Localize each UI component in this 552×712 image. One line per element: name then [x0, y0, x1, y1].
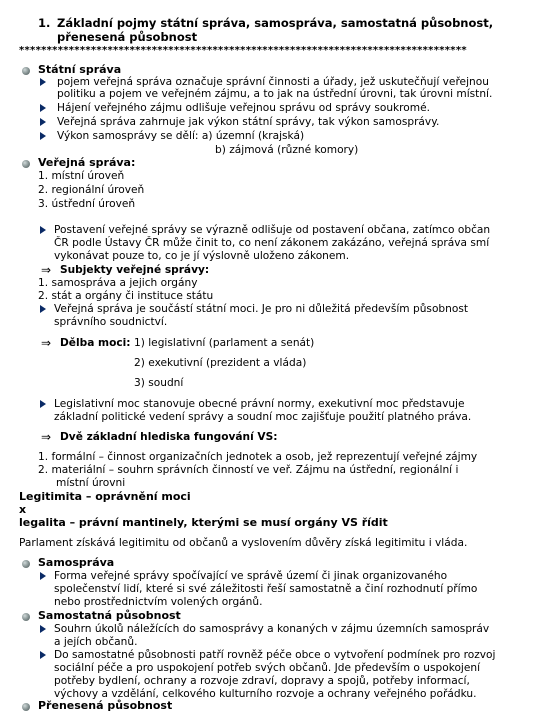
list-item: 2) exekutivní (prezident a vláda)	[134, 357, 307, 369]
arrow-bullet-icon	[40, 651, 45, 659]
list-item: 2. stát a orgány či instituce státu	[38, 290, 214, 302]
list-item: 2. materiální – souhrn správních činností ve veř. Zájmu na ústřední, regionální i	[38, 464, 459, 476]
arrow-bullet-icon	[40, 132, 45, 140]
list-item: 1) legislativní (parlament a senát)	[134, 337, 315, 349]
paragraph-line: základní politické vedení správy a soudní moc zajišťuje použití platného práva.	[54, 411, 472, 423]
arrow-bullet-icon	[40, 104, 45, 112]
list-item: 1. formální – činnost organizačních jednotek a osob, jež reprezentují veřejné zájmy	[38, 451, 478, 463]
paragraph-line: a jejích občanů.	[54, 636, 138, 648]
paragraph-line: Parlament získává legitimitu od občanů a vyslovením důvěry získá legitimitu i vláda.	[19, 537, 468, 549]
paragraph-line: Veřejná správa zahrnuje jak výkon státní správy, tak výkon samosprávy.	[57, 116, 440, 128]
versus-mark: x	[19, 503, 27, 516]
paragraph-line: politiku a pojem ve veřejném zájmu, a to jak na ústřední úrovni, tak úrovni místní.	[57, 88, 493, 100]
list-item: 1. místní úroveň	[38, 170, 125, 182]
paragraph-line: nebo prostřednictvím volených orgánů.	[54, 596, 263, 608]
paragraph-line: pojem veřejná správa označuje správní činnosti a úřady, jež uskutečňují veřejnou	[57, 76, 489, 88]
paragraph-line: potřeby bydlení, ochrany a rozvoje zdraví, dopravy a spojů, potřeby informací,	[54, 675, 470, 687]
paragraph-line: sociální péče a pro uspokojení potřeb svých občanů. Jde především o uspokojení	[54, 662, 481, 674]
paragraph-line: Hájení veřejného zájmu odlišuje veřejnou správu od správy soukromé.	[57, 102, 430, 114]
list-item: místní úrovni	[56, 477, 126, 489]
legalita-line: legalita – právní mantinely, kterými se musí orgány VS řídit	[19, 516, 388, 529]
round-bullet-icon	[22, 560, 30, 568]
arrow-right-icon: ⇒	[41, 430, 52, 444]
list-item: 3. ústřední úroveň	[38, 198, 136, 210]
arrow-bullet-icon	[40, 572, 45, 580]
subheading-subjekty: Subjekty veřejné správy:	[60, 264, 210, 276]
arrow-bullet-icon	[40, 78, 45, 86]
heading-prenesena-pusobnost: Přenesená působnost	[38, 699, 173, 712]
paragraph-line: Legislativní moc stanovuje obecné právní normy, exekutivní moc představuje	[54, 398, 465, 410]
legitimita-line: Legitimita – oprávnění moci	[19, 490, 191, 503]
arrow-right-icon: ⇒	[41, 336, 52, 350]
arrow-right-icon: ⇒	[41, 263, 52, 277]
paragraph-line: výchovy a vzdělání, celkového kulturního rozvoje a ochrany veřejného pořádku.	[54, 688, 477, 700]
subheading-hlediska: Dvě základní hlediska fungování VS:	[60, 431, 278, 443]
round-bullet-icon	[22, 703, 30, 711]
title-line-2: přenesená působnost	[57, 30, 198, 44]
round-bullet-icon	[22, 613, 30, 621]
subheading-delba-moci: Dělba moci:	[60, 337, 131, 349]
paragraph-line: vykonávat pouze to, co je jí výslovně uloženo zákonem.	[54, 250, 350, 262]
list-item: 1. samospráva a jejich orgány	[38, 277, 198, 289]
arrow-bullet-icon	[40, 400, 45, 408]
round-bullet-icon	[22, 67, 30, 75]
paragraph-line: správního soudnictví.	[54, 316, 168, 328]
heading-verejna-sprava: Veřejná správa:	[38, 156, 136, 169]
separator-line: *********************************************************************************	[19, 45, 467, 56]
heading-samostatna-pusobnost: Samostatná působnost	[38, 609, 181, 622]
arrow-bullet-icon	[40, 118, 45, 126]
arrow-bullet-icon	[40, 226, 45, 234]
paragraph-line: Postavení veřejné správy se výrazně odlišuje od postavení občana, zatímco občan	[54, 224, 491, 236]
paragraph-line: Souhrn úkolů náležících do samosprávy a konaných v zájmu územních samospráv	[54, 623, 490, 635]
paragraph-line: Výkon samosprávy se dělí: a) územní (krajská)	[57, 130, 305, 142]
list-item: 3) soudní	[134, 377, 184, 389]
round-bullet-icon	[22, 160, 30, 168]
paragraph-line: společenství lidí, které si své záležitosti řeší samostatně a činí rozhodnutí přímo	[54, 583, 478, 595]
list-item: 2. regionální úroveň	[38, 184, 145, 196]
arrow-bullet-icon	[40, 625, 45, 633]
paragraph-line: Veřejná správa je součástí státní moci. Je pro ni důležitá především působnost	[54, 303, 469, 315]
arrow-bullet-icon	[40, 305, 45, 313]
paragraph-line: b) zájmová (různé komory)	[215, 144, 359, 156]
heading-samosprava: Samospráva	[38, 556, 115, 569]
paragraph-line: ČR podle Ústavy ČR může činit to, co není zákonem zakázáno, veřejná správa smí	[54, 237, 490, 249]
paragraph-line: Do samostatné působnosti patří rovněž péče obce o vytvoření podmínek pro rozvoj	[54, 649, 496, 661]
title-number: 1.	[38, 16, 51, 30]
paragraph-line: Forma veřejné správy spočívající ve správě území či jinak organizovaného	[54, 570, 448, 582]
title-line-1: Základní pojmy státní správa, samospráva, samostatná působnost,	[57, 16, 494, 30]
heading-statni-sprava: Státní správa	[38, 63, 122, 76]
